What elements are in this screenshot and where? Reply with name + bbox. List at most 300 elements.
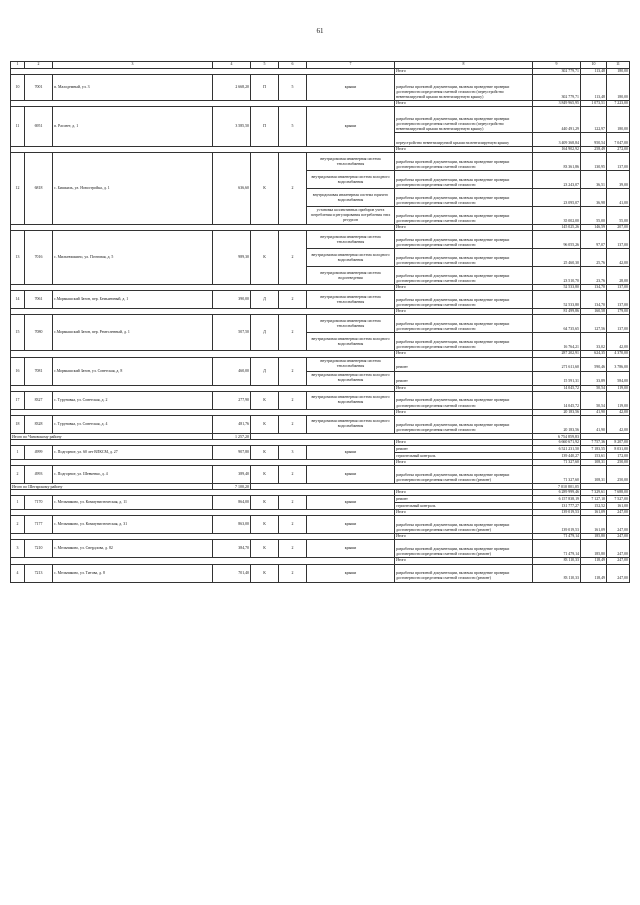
- cost-limit: 8 207,00: [607, 439, 630, 445]
- house-area: 701,40: [213, 564, 251, 582]
- floor-count: 2: [279, 357, 307, 385]
- house-address: п. Рассвет, д. 1: [53, 107, 213, 147]
- work-line-row: [11, 75, 630, 101]
- cost-limit: 119,00: [607, 385, 630, 391]
- cost-limit: 137,00: [607, 153, 630, 171]
- cost-total: 35 002,00: [533, 207, 581, 225]
- cost-per-sqm: 33,02: [581, 333, 607, 351]
- house-address: с.Мормышский Затон, пер. Ремесленный, д. 1: [53, 315, 213, 351]
- floor-count: 2: [279, 231, 307, 285]
- subtotal-label: Итого: [395, 225, 533, 231]
- wall-material: К: [251, 153, 279, 225]
- subtotal-label: Итого: [395, 385, 533, 391]
- work-type: внутридомовая инженерная система теплоснабжения: [307, 357, 395, 371]
- cost-per-sqm: 50,54: [581, 385, 607, 391]
- house-id: 8327: [25, 391, 53, 409]
- column-header-5: 5: [251, 62, 279, 69]
- house-id: 4993: [25, 466, 53, 484]
- subtotal-label: Итого: [395, 309, 533, 315]
- work-type: крыши: [307, 466, 395, 484]
- floor-count: 2: [279, 564, 307, 582]
- subtotal-label: Итого: [395, 510, 533, 516]
- cost-total: 139 019,53: [533, 510, 581, 516]
- work-type: установка коллективных приборов учета потребления и регулирования потребления этих ресурсов: [307, 207, 395, 225]
- column-header-4: 4: [213, 62, 251, 69]
- row-number: 14: [11, 291, 25, 309]
- cost-total: 71 479,14: [533, 540, 581, 558]
- cost-total: 3 409 368,84: [533, 133, 581, 147]
- cost-limit: 180,00: [607, 107, 630, 133]
- house-address: с. Подгорное, ул. 60 лет ВЛКСМ, д. 27: [53, 445, 213, 459]
- work-description: разработка проектной документации, включая проведение проверки достоверности определения сметной стоимости: [395, 391, 533, 409]
- house-area: 3 585,50: [213, 107, 251, 147]
- wall-material: К: [251, 231, 279, 285]
- wall-material: К: [251, 564, 279, 582]
- work-description: разработка проектной документации, включая проведение проверки достоверности определения сметной стоимости (переустройство невентилируемой крыши на вентилируемую крышу): [395, 107, 533, 133]
- cost-limit: 7 527,00: [607, 496, 630, 503]
- work-description: разработка проектной документации, включая проведение проверки достоверности определения сметной стоимости (ремонт): [395, 516, 533, 534]
- work-line-row: [11, 415, 630, 433]
- work-line-row: [11, 153, 630, 171]
- cost-per-sqm: 25,76: [581, 249, 607, 267]
- wall-material: К: [251, 540, 279, 558]
- cost-total: 302 779,71: [533, 75, 581, 101]
- work-description: разработка проектной документации, включая проведение проверки достоверности определения сметной стоимости: [395, 315, 533, 333]
- cost-total: 6 289 999,46: [533, 490, 581, 496]
- cost-limit: 247,00: [607, 558, 630, 564]
- house-id: 8328: [25, 415, 53, 433]
- cost-per-sqm: 590,46: [581, 357, 607, 371]
- house-id: 7213: [25, 564, 53, 582]
- column-header-6: 6: [279, 62, 307, 69]
- cost-per-sqm: 130,95: [581, 153, 607, 171]
- cost-limit: 584,00: [607, 371, 630, 385]
- cost-limit: 55,00: [607, 207, 630, 225]
- wall-material: К: [251, 466, 279, 484]
- house-address: с. Бишкиль, ул. Новостройка, д. 1: [53, 153, 213, 225]
- work-description: переустройство невентилируемой крыши на вентилируемую крышу: [395, 133, 533, 147]
- cost-limit: 42,00: [607, 333, 630, 351]
- work-type: крыши: [307, 564, 395, 582]
- cost-limit: 7 047,00: [607, 133, 630, 147]
- cost-per-sqm: 134,70: [581, 285, 607, 291]
- house-address: с.Мормышский Затон, ул. Советская, д. 8: [53, 357, 213, 385]
- cost-limit: 42,00: [607, 249, 630, 267]
- cost-total: 6 660 671,92: [533, 439, 581, 445]
- row-number: 2: [11, 516, 25, 534]
- cost-total: 139 440,27: [533, 452, 581, 459]
- work-line-row: [11, 496, 630, 503]
- row-number: 12: [11, 153, 25, 225]
- house-address: с. Мельниково, ул. Свердлова, д. 82: [53, 540, 213, 558]
- wall-material: Д: [251, 315, 279, 351]
- cost-per-sqm: 160,58: [581, 309, 607, 315]
- cost-limit: 4 370,00: [607, 351, 630, 357]
- wall-material: К: [251, 496, 279, 510]
- subtotal-label: Итого: [395, 558, 533, 564]
- work-description: разработка проектной документации, включая проведение проверки достоверности определения сметной стоимости: [395, 291, 533, 309]
- cost-per-sqm: 41,90: [581, 409, 607, 415]
- work-description: разработка проектной документации, включая проведение проверки достоверности определения сметной стоимости: [395, 415, 533, 433]
- row-number: 4: [11, 564, 25, 582]
- work-line-row: [11, 107, 630, 133]
- house-area: 277,90: [213, 391, 251, 409]
- house-address: с.Мормышский Затон, пер. Бемьянчный, д. 1: [53, 291, 213, 309]
- floor-count: 3: [279, 445, 307, 459]
- cost-limit: 247,00: [607, 510, 630, 516]
- cost-limit: 137,00: [607, 291, 630, 309]
- column-header-2: 2: [25, 62, 53, 69]
- wall-material: Д: [251, 291, 279, 309]
- cost-per-sqm: 127,56: [581, 315, 607, 333]
- cost-total: 23 243,07: [533, 171, 581, 189]
- cost-per-sqm: 153,61: [581, 452, 607, 459]
- house-area: 864,00: [213, 496, 251, 510]
- house-address: с. Мильтюшкино, ул. Почтовая, д. 5: [53, 231, 213, 285]
- row-number: 10: [11, 75, 25, 101]
- work-type: внутридомовая инженерная система холодного водоснабжения: [307, 391, 395, 409]
- house-id: 7080: [25, 315, 53, 351]
- cost-limit: 250,00: [607, 459, 630, 465]
- row-number: 2: [11, 466, 25, 484]
- work-description: разработка проектной документации, включая проведение проверки достоверности определения сметной стоимости: [395, 153, 533, 171]
- house-address: с. Туруновка, ул. Советская, д. 4: [53, 415, 213, 433]
- district-total-cost: 7 010 801,05: [533, 484, 581, 490]
- floor-count: 2: [279, 391, 307, 409]
- work-line-row: [11, 231, 630, 249]
- subtotal-label: Итого: [395, 490, 533, 496]
- subtotal-label: Итого: [395, 69, 533, 75]
- cost-limit: 180,00: [607, 75, 630, 101]
- house-area: 384,70: [213, 540, 251, 558]
- cost-total: 52 533,80: [533, 291, 581, 309]
- row-number: 11: [11, 107, 25, 147]
- cost-limit: 172,00: [607, 452, 630, 459]
- cost-per-sqm: 161,09: [581, 510, 607, 516]
- work-description: разработка проектной документации, включая проведение проверки достоверности определения сметной стоимости (ремонт): [395, 564, 533, 582]
- column-number-header: [11, 62, 630, 69]
- cost-total: 271 611,60: [533, 357, 581, 371]
- cost-per-sqm: 97,07: [581, 231, 607, 249]
- cost-per-sqm: 258,49: [581, 147, 607, 153]
- district-total-label: Итого по Чановскому району: [11, 433, 213, 439]
- work-type: крыши: [307, 496, 395, 510]
- work-line-row: [11, 466, 630, 484]
- cost-per-sqm: 122,97: [581, 107, 607, 133]
- cost-total: 52 533,80: [533, 285, 581, 291]
- subtotal-label: Итого: [395, 439, 533, 445]
- cost-limit: 137,00: [607, 231, 630, 249]
- house-area: 863,00: [213, 516, 251, 534]
- column-header-7: 7: [307, 62, 395, 69]
- cost-limit: 179,00: [607, 309, 630, 315]
- cost-per-sqm: 161,09: [581, 516, 607, 534]
- cost-total: 131 777,27: [533, 503, 581, 510]
- cost-per-sqm: 108,31: [581, 466, 607, 484]
- work-description: разработка проектной документации, включая проведение проверки достоверности определения сметной стоимости: [395, 207, 533, 225]
- cost-limit: 42,00: [607, 409, 630, 415]
- wall-material: К: [251, 391, 279, 409]
- house-address: с. Подгорное, ул. Шевченко, д. 4: [53, 466, 213, 484]
- cost-total: 3 849 965,95: [533, 101, 581, 107]
- column-header-1: 1: [11, 62, 25, 69]
- cost-limit: 272,00: [607, 147, 630, 153]
- wall-material: К: [251, 445, 279, 459]
- cost-limit: 39,00: [607, 171, 630, 189]
- work-type: внутридомовая инженерная система холодного водоснабжения: [307, 333, 395, 351]
- house-id: 4999: [25, 445, 53, 459]
- row-number: 17: [11, 391, 25, 409]
- work-description: ремонт: [395, 357, 533, 371]
- work-line-row: [11, 357, 630, 371]
- cost-per-sqm: 118,49: [581, 564, 607, 582]
- house-id: 7177: [25, 516, 53, 534]
- cost-limit: 250,00: [607, 466, 630, 484]
- wall-material: П: [251, 75, 279, 101]
- cost-per-sqm: 185,80: [581, 540, 607, 558]
- floor-count: 2: [279, 516, 307, 534]
- floor-count: 2: [279, 540, 307, 558]
- district-total-cost: 6 754 859,83: [533, 433, 581, 439]
- house-id: 7001: [25, 75, 53, 101]
- work-line-row: [11, 391, 630, 409]
- cost-per-sqm: 36,98: [581, 189, 607, 207]
- house-area: 507,50: [213, 315, 251, 351]
- cost-per-sqm: 36,51: [581, 171, 607, 189]
- cost-per-sqm: 146,59: [581, 225, 607, 231]
- cost-total: 23 510,70: [533, 267, 581, 285]
- cost-limit: 7 223,00: [607, 101, 630, 107]
- work-description: разработка проектной документации, включая проведение проверки достоверности определения сметной стоимости: [395, 249, 533, 267]
- page-number: 61: [316, 27, 324, 35]
- house-address: с. Мельниково, ул. Титова, д. 8: [53, 564, 213, 582]
- cost-per-sqm: 152,52: [581, 503, 607, 510]
- work-description: разработка проектной документации, включая проведение проверки достоверности определения сметной стоимости: [395, 231, 533, 249]
- floor-count: 2: [279, 415, 307, 433]
- cost-total: 83 361,86: [533, 153, 581, 171]
- work-description: ремонт: [395, 496, 533, 503]
- row-number: 1: [11, 496, 25, 510]
- cost-per-sqm: 118,49: [581, 558, 607, 564]
- work-type: внутридомовая инженерная система холодного водоснабжения: [307, 371, 395, 385]
- floor-count: 2: [279, 496, 307, 510]
- subtotal-label: Итого: [395, 351, 533, 357]
- work-description: строительный контроль: [395, 452, 533, 459]
- floor-count: 2: [279, 153, 307, 225]
- row-number: 16: [11, 357, 25, 385]
- house-id: 7170: [25, 496, 53, 510]
- work-type: внутридомовая инженерная система горячего водоснабжения: [307, 189, 395, 207]
- work-description: разработка проектной документации, включая проведение проверки достоверности определения сметной стоимости (переустройство невентилируемой крыши на вентилируемую крышу): [395, 75, 533, 101]
- cost-limit: 247,00: [607, 534, 630, 540]
- cost-total: 14 045,72: [533, 385, 581, 391]
- cost-total: 83 110,33: [533, 564, 581, 582]
- district-total-area: 1 257,20: [213, 433, 251, 439]
- wall-material: П: [251, 107, 279, 147]
- work-type: внутридомовая инженерная система теплоснабжения: [307, 153, 395, 171]
- cost-limit: 3 786,00: [607, 357, 630, 371]
- work-description: ремонт: [395, 445, 533, 452]
- cost-per-sqm: 7 757,36: [581, 439, 607, 445]
- cost-per-sqm: 50,54: [581, 391, 607, 409]
- cost-per-sqm: 113,48: [581, 75, 607, 101]
- cost-per-sqm: 1 073,51: [581, 101, 607, 107]
- cost-per-sqm: 41,90: [581, 415, 607, 433]
- column-header-8: 8: [395, 62, 533, 69]
- row-number: 18: [11, 415, 25, 433]
- wall-material: К: [251, 516, 279, 534]
- house-area: 481,76: [213, 415, 251, 433]
- work-line-row: [11, 564, 630, 582]
- cost-total: 83 110,33: [533, 558, 581, 564]
- cost-total: 287 202,91: [533, 351, 581, 357]
- cost-total: 96 055,26: [533, 231, 581, 249]
- cost-per-sqm: 7 329,61: [581, 490, 607, 496]
- cost-total: 15 591,31: [533, 371, 581, 385]
- floor-count: 5: [279, 107, 307, 147]
- subtotal-label: Итого: [395, 409, 533, 415]
- work-type: внутридомовая инженерная система холодного водоснабжения: [307, 415, 395, 433]
- cost-total: 20 183,56: [533, 415, 581, 433]
- work-description: разработка проектной документации, включая проведение проверки достоверности определения сметной стоимости: [395, 333, 533, 351]
- district-total-label: Итого по Шегарскому району: [11, 484, 213, 490]
- row-number: 3: [11, 540, 25, 558]
- repair-program-table: [10, 61, 630, 583]
- cost-total: 6 157 838,19: [533, 496, 581, 503]
- work-description: строительный контроль: [395, 503, 533, 510]
- cost-limit: 42,00: [607, 415, 630, 433]
- work-type: крыши: [307, 445, 395, 459]
- cost-total: 64 735,65: [533, 315, 581, 333]
- work-type: крыши: [307, 107, 395, 147]
- work-line-row: [11, 445, 630, 452]
- house-area: 907,80: [213, 445, 251, 459]
- work-description: разработка проектной документации, включая проведение проверки достоверности определения сметной стоимости (ремонт): [395, 466, 533, 484]
- house-area: 2 668,20: [213, 75, 251, 101]
- wall-material: Д: [251, 357, 279, 385]
- cost-limit: 8 031,00: [607, 445, 630, 452]
- cost-limit: 137,00: [607, 315, 630, 333]
- work-type: внутридомовая инженерная система водоотведения: [307, 267, 395, 285]
- subtotal-label: Итого: [395, 147, 533, 153]
- work-type: крыши: [307, 75, 395, 101]
- house-area: 390,00: [213, 291, 251, 309]
- cost-per-sqm: 134,70: [581, 291, 607, 309]
- house-address: с. Туруновка, ул. Советская, д. 2: [53, 391, 213, 409]
- house-address: п. Малодемный, ул. 3: [53, 75, 213, 101]
- column-header-11: 11: [607, 62, 630, 69]
- cost-total: 302 779,71: [533, 69, 581, 75]
- row-number: 1: [11, 445, 25, 459]
- cost-limit: 180,00: [607, 69, 630, 75]
- work-type: внутридомовая инженерная система теплоснабжения: [307, 291, 395, 309]
- house-address: с. Мельниково, ул. Коммунистическая, д. 11: [53, 496, 213, 510]
- cost-per-sqm: 7 183,55: [581, 445, 607, 452]
- house-address: с. Мельниково, ул. Коммунистическая, д. 31: [53, 516, 213, 534]
- house-id: 6818: [25, 153, 53, 225]
- cost-total: 20 183,56: [533, 409, 581, 415]
- cost-total: 440 491,29: [533, 107, 581, 133]
- house-area: 460,00: [213, 357, 251, 385]
- floor-count: 5: [279, 75, 307, 101]
- floor-count: 2: [279, 315, 307, 351]
- cost-per-sqm: 113,48: [581, 69, 607, 75]
- work-type: внутридомовая инженерная система холодного водоснабжения: [307, 249, 395, 267]
- subtotal-label: Итого: [395, 534, 533, 540]
- cost-total: 6 521 231,50: [533, 445, 581, 452]
- house-area: 989,30: [213, 231, 251, 285]
- house-area: 636,60: [213, 153, 251, 225]
- house-area: 389,40: [213, 466, 251, 484]
- cost-per-sqm: 33,89: [581, 371, 607, 385]
- cost-limit: 137,00: [607, 285, 630, 291]
- floor-count: 2: [279, 466, 307, 484]
- column-header-3: 3: [53, 62, 213, 69]
- cost-total: 139 019,53: [533, 516, 581, 534]
- subtotal-label: Итого: [395, 101, 533, 107]
- work-line-row: [11, 291, 630, 309]
- cost-per-sqm: 108,31: [581, 459, 607, 465]
- work-type: крыши: [307, 540, 395, 558]
- house-id: 7016: [25, 231, 53, 285]
- cost-limit: 247,00: [607, 516, 630, 534]
- subtotal-label: Итого: [395, 285, 533, 291]
- district-total-area: 7 100,20: [213, 484, 251, 490]
- cost-total: 81 499,86: [533, 309, 581, 315]
- cost-limit: 247,00: [607, 564, 630, 582]
- column-header-10: 10: [581, 62, 607, 69]
- cost-total: 164 902,92: [533, 147, 581, 153]
- cost-limit: 207,00: [607, 225, 630, 231]
- work-description: разработка проектной документации, включая проведение проверки достоверности определения сметной стоимости: [395, 171, 533, 189]
- work-line-row: [11, 516, 630, 534]
- cost-total: 71 327,60: [533, 459, 581, 465]
- cost-per-sqm: 23,76: [581, 267, 607, 285]
- column-header-9: 9: [533, 62, 581, 69]
- work-line-row: [11, 540, 630, 558]
- work-description: разработка проектной документации, включая проведение проверки достоверности определения сметной стоимости: [395, 189, 533, 207]
- cost-total: 14 045,72: [533, 391, 581, 409]
- house-id: 6951: [25, 107, 53, 147]
- cost-limit: 7 688,00: [607, 490, 630, 496]
- house-id: 7210: [25, 540, 53, 558]
- work-description: разработка проектной документации, включая проведение проверки достоверности определения сметной стоимости (ремонт): [395, 540, 533, 558]
- work-type: крыши: [307, 516, 395, 534]
- work-description: разработка проектной документации, включая проведение проверки достоверности определения сметной стоимости: [395, 267, 533, 285]
- cost-total: 25 460,30: [533, 249, 581, 267]
- cost-per-sqm: 7 127,10: [581, 496, 607, 503]
- cost-limit: 119,00: [607, 391, 630, 409]
- subtotal-label: Итого: [395, 459, 533, 465]
- work-line-row: [11, 315, 630, 333]
- floor-count: 2: [279, 291, 307, 309]
- cost-limit: 247,00: [607, 540, 630, 558]
- cost-per-sqm: 55,00: [581, 207, 607, 225]
- cost-per-sqm: 950,54: [581, 133, 607, 147]
- cost-total: 23 095,07: [533, 189, 581, 207]
- cost-per-sqm: 185,80: [581, 534, 607, 540]
- cost-total: 71 479,14: [533, 534, 581, 540]
- house-id: 7061: [25, 291, 53, 309]
- cost-total: 71 327,60: [533, 466, 581, 484]
- cost-total: 16 764,21: [533, 333, 581, 351]
- row-number: 15: [11, 315, 25, 351]
- wall-material: К: [251, 415, 279, 433]
- work-type: внутридомовая инженерная система теплоснабжения: [307, 315, 395, 333]
- cost-total: 145 025,26: [533, 225, 581, 231]
- cost-limit: 28,00: [607, 267, 630, 285]
- cost-per-sqm: 624,35: [581, 351, 607, 357]
